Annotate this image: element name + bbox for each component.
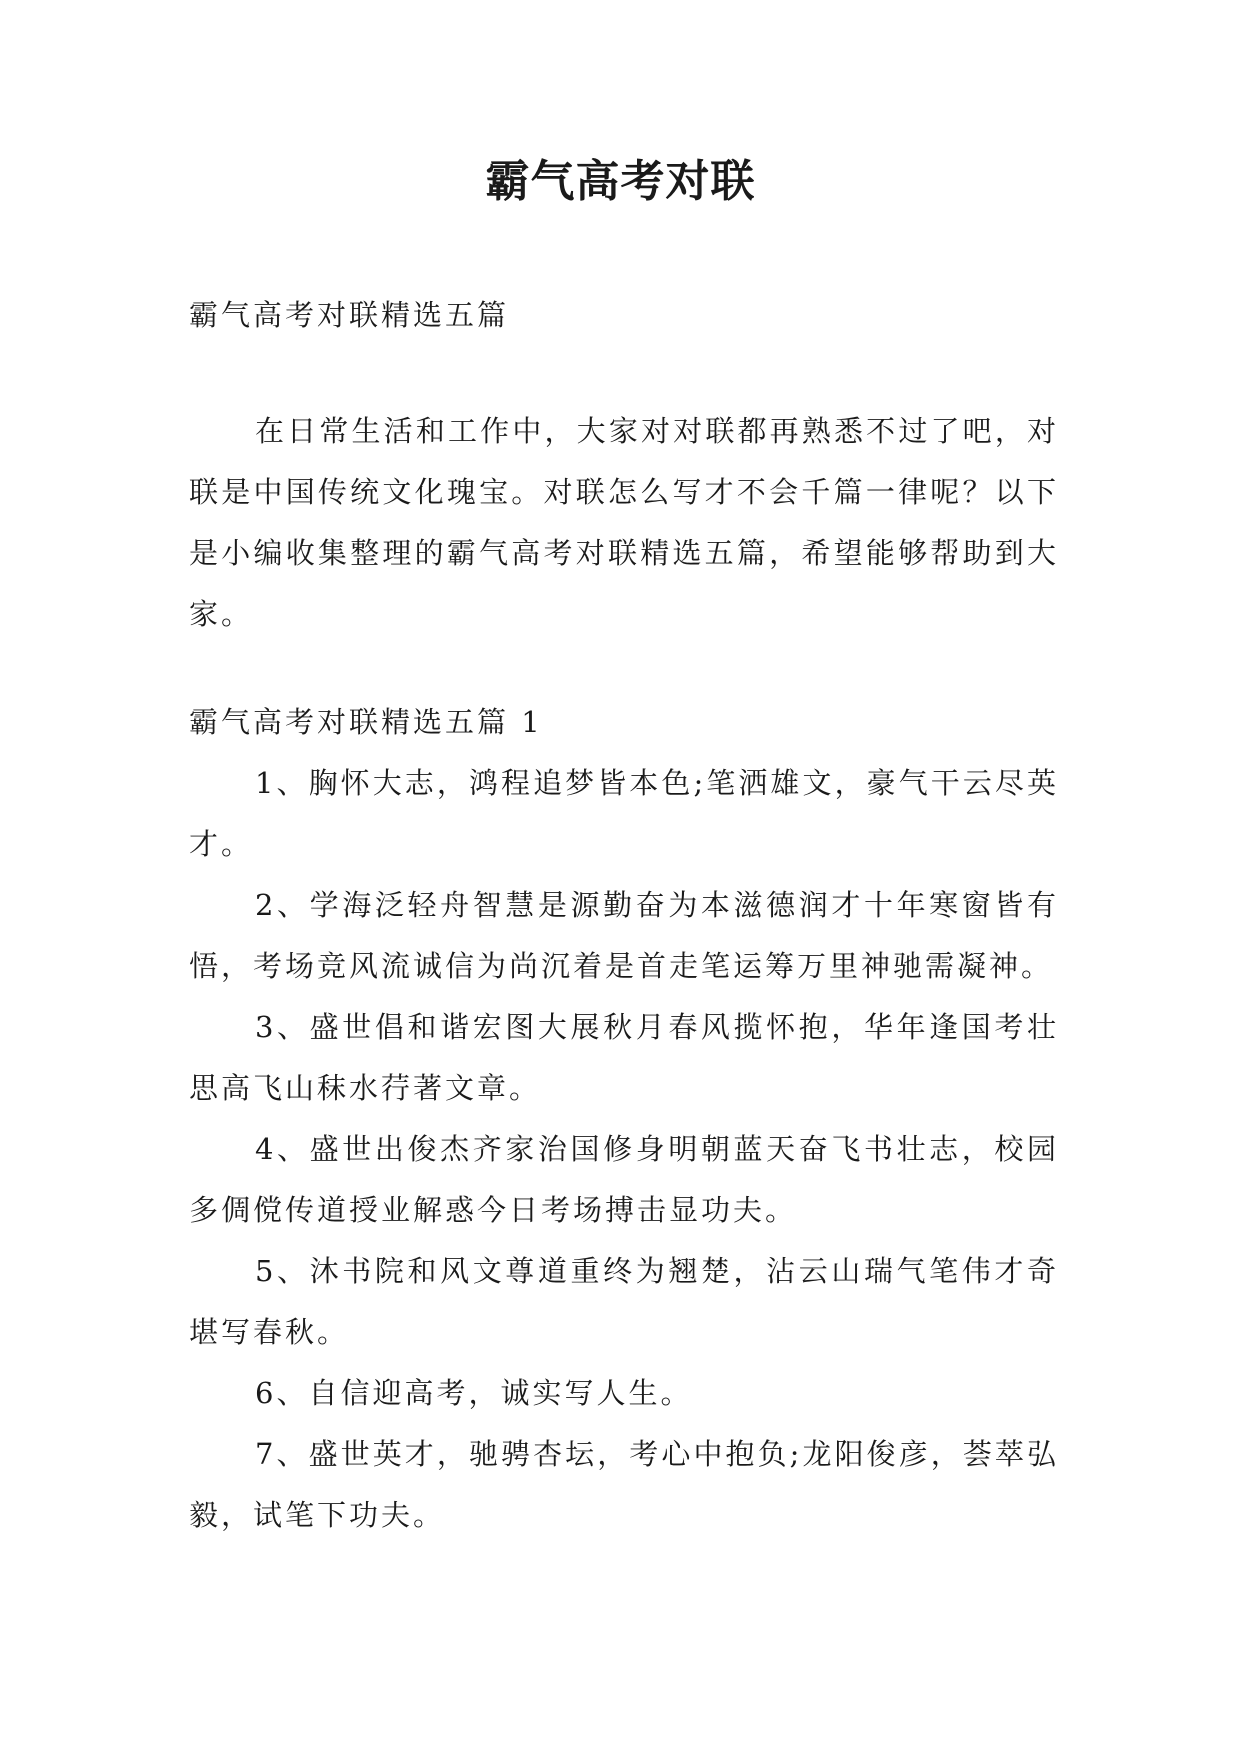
couplet-item-4: 4、盛世出俊杰齐家治国修身明朝蓝天奋飞书壮志，校园多倜傥传道授业解惑今日考场搏击显功夫。 <box>189 1132 1059 1227</box>
couplet-item-2: 2、学海泛轻舟智慧是源勤奋为本滋德润才十年寒窗皆有悟，考场竞风流诚信为尚沉着是首走笔运筹万里神驰需凝神。 <box>189 888 1059 983</box>
couplet-item-7: 7、盛世英才，驰骋杏坛，考心中抱负;龙阳俊彦，荟萃弘毅，试笔下功夫。 <box>189 1437 1059 1532</box>
section-heading: 霸气高考对联精选五篇 1 <box>189 705 543 739</box>
document-title: 霸气高考对联 <box>485 156 756 207</box>
couplet-item-5: 5、沐书院和风文尊道重终为翘楚，沾云山瑞气笔伟才奇堪写春秋。 <box>189 1254 1059 1349</box>
intro-paragraph: 在日常生活和工作中，大家对对联都再熟悉不过了吧，对联是中国传统文化瑰宝。对联怎么写才不会千篇一律呢？以下是小编收集整理的霸气高考对联精选五篇，希望能够帮助到大家。 <box>189 414 1059 631</box>
couplet-item-6: 6、自信迎高考，诚实写人生。 <box>255 1376 693 1410</box>
couplet-item-3: 3、盛世倡和谐宏图大展秋月春风揽怀抱，华年逢国考壮思高飞山秣水荇著文章。 <box>189 1010 1059 1105</box>
couplet-item-1: 1、胸怀大志，鸿程追梦皆本色;笔洒雄文，豪气干云尽英才。 <box>189 766 1059 861</box>
couplet-list <box>189 753 1059 1546</box>
document-subtitle: 霸气高考对联精选五篇 <box>189 298 510 332</box>
section-1 <box>189 692 1059 1546</box>
